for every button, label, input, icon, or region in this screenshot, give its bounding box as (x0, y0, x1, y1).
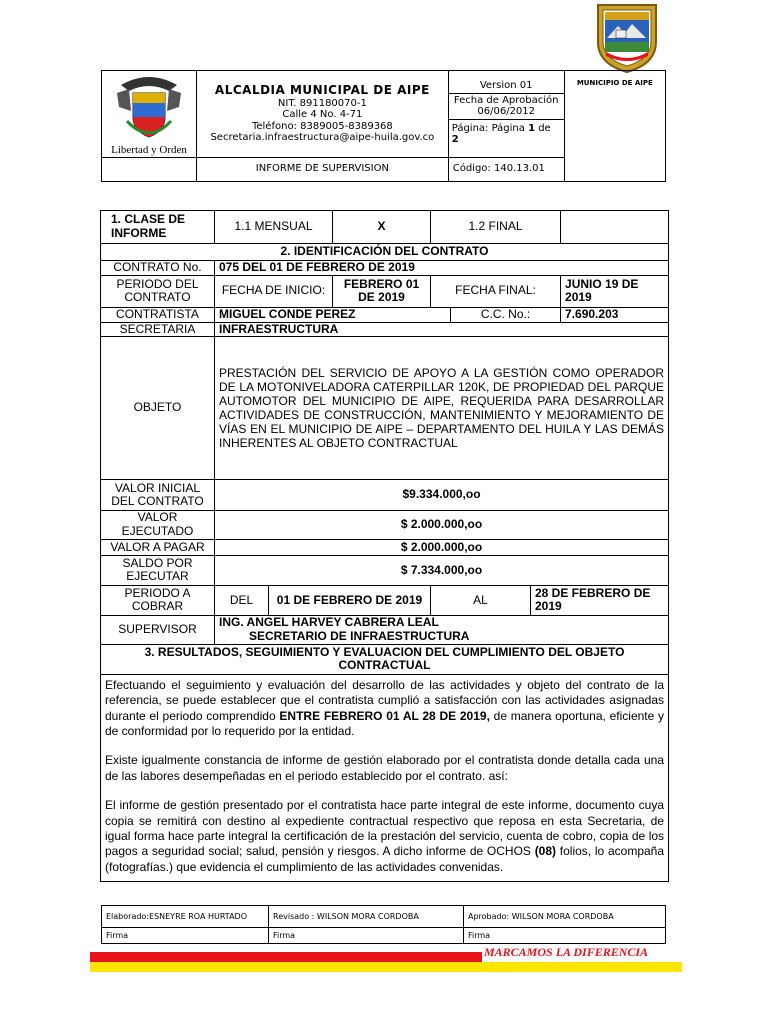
org-phone: Teléfono: 8389005-8389368 (251, 120, 393, 132)
doc-type: INFORME DE SUPERVISION (197, 157, 449, 181)
clase-label: 1. CLASE DE INFORME (101, 211, 215, 244)
valor-ejecutado-value: $ 2.000.000,oo (215, 511, 669, 540)
page-current: 1 (528, 122, 536, 134)
supervisor-value (215, 615, 669, 644)
del-label: DEL (215, 585, 269, 615)
periodo-label: PERIODO DEL CONTRATO (101, 275, 215, 307)
contrato-value: 075 DEL 01 DE FEBRERO DE 2019 (215, 261, 669, 276)
firma-revisado: Firma (269, 928, 464, 944)
saldo-label: SALDO POR EJECUTAR (101, 555, 215, 585)
results-body (101, 674, 669, 881)
report-table (100, 210, 669, 882)
aprobado-cell: Aprobado: WILSON MORA CORDOBA (464, 906, 666, 928)
elaborado-cell: Elaborado:ESNEYRE ROA HURTADO (102, 906, 269, 928)
contrato-label: CONTRATO No. (101, 261, 215, 276)
supervisor-title: SECRETARIO DE INFRAESTRUCTURA (249, 628, 470, 643)
org-address: Calle 4 No. 4-71 (282, 109, 363, 121)
p1-text-b: de manera oportuna, eficiente y de conformidad por lo requerido por la entidad. (105, 708, 665, 739)
approval-date: 06/06/2012 (477, 106, 536, 118)
municipality-label: MUNICIPIO DE AIPE (576, 79, 653, 87)
page-of: de (535, 122, 551, 134)
municipality-cell (564, 71, 665, 182)
valor-pagar-label: VALOR A PAGAR (101, 539, 215, 555)
p3-text-a: El informe de gestión presentado por el contratista hace parte integral de este informe, documento cuya copia se remitirá con destino al expediente contractual respectivo que reposa en esta Secretaria, de igual forma hace parte integral la certificación de la prestación del servicio, cuenta de cobro, copia de los pagos a seguridad social; salud, pensión y riesgos. A dicho informe de OCHOS (105, 798, 665, 859)
contratista-value: MIGUEL CONDE PEREZ (215, 307, 451, 322)
doc-meta-cell (448, 71, 564, 158)
cc-value: 7.690.203 (561, 307, 669, 322)
final-option: 1.2 FINAL (431, 211, 561, 244)
objeto-label: OBJETO (101, 337, 215, 480)
header-table (101, 70, 666, 182)
slogan: MARCAMOS LA DIFERENCIA (484, 945, 649, 959)
footer-red-stripe (90, 952, 482, 962)
al-value: 28 DE FEBRERO DE 2019 (531, 585, 669, 615)
org-name: ALCALDIA MUNICIPAL DE AIPE (214, 82, 430, 97)
fecha-final-label: FECHA FINAL: (431, 275, 561, 307)
cc-label: C.C. No.: (451, 307, 561, 322)
results-paragraph-1 (105, 678, 664, 739)
signatures-table (101, 905, 666, 944)
page-total: 2 (451, 134, 459, 146)
doc-page (449, 120, 564, 149)
firma-aprobado: Firma (464, 928, 666, 944)
approval-label: Fecha de Aprobación (453, 94, 559, 106)
valor-ejecutado-label: VALOR EJECUTADO (101, 511, 215, 540)
al-label: AL (431, 585, 531, 615)
saldo-value: $ 7.334.000,oo (215, 555, 669, 585)
periodo-cobrar-label: PERIODO A COBRAR (101, 585, 215, 615)
valor-inicial-label: VALOR INICIAL DEL CONTRATO (101, 480, 215, 511)
firma-elaborado: Firma (102, 928, 269, 944)
results-paragraph-3 (105, 798, 664, 875)
supervisor-name: ING. ANGEL HARVEY CABRERA LEAL (219, 615, 439, 630)
p1-text-a: Efectuando el seguimiento y evaluación del desarrollo de las actividades y objeto del contrato de la referencia, se puede establecer que el contratista cumplió a satisfacción con las actividades asignadas durante el periodo comprendido (105, 677, 665, 723)
doc-approval (449, 94, 564, 120)
doc-version: Version 01 (449, 79, 564, 94)
blank-cell (102, 157, 197, 181)
fecha-inicio-value: FEBRERO 01 DE 2019 (333, 275, 431, 307)
mensual-option: 1.1 MENSUAL (215, 211, 333, 244)
footer-yellow-stripe (90, 962, 682, 972)
objeto-value: PRESTACIÓN DEL SERVICIO DE APOYO A LA GESTIÓN COMO OPERADOR DE LA MOTONIVELADORA CATERPILLAR 120K, DE PROPIEDAD DEL PARQUE AUTOMOTOR DEL MUNICIPIO DE AIPE, REQUERIDA PARA DESARROLLAR ACTIVIDADES DE CONSTRUCCIÓN, MANTENIMIENTO Y MEJORAMIENTO DE VÍAS EN EL MUNICIPIO DE AIPE – DEPARTAMENTO DEL HUILA Y LAS DEMÁS INHERENTES AL OBJETO CONTRACTUAL (215, 337, 669, 480)
page-prefix: Página: Página (451, 122, 529, 134)
fecha-inicio-label: FECHA DE INICIO: (215, 275, 333, 307)
del-value: 01 DE FEBRERO DE 2019 (269, 585, 431, 615)
org-email: Secretaria.infraestructura@aipe-huila.gov.co (210, 132, 435, 144)
final-mark (561, 211, 669, 244)
p3-text-bold: (08) (534, 844, 557, 859)
section-2-title: 2. IDENTIFICACIÓN DEL CONTRATO (101, 244, 669, 261)
results-paragraph-2: Existe igualmente constancia de informe de gestión elaborado por el contratista donde detalla cada una de las labores desempeñadas en el periodo establecido por el contrato. así: (105, 753, 665, 783)
valor-inicial-value: $9.334.000,oo (215, 480, 669, 511)
org-info-cell (197, 71, 449, 158)
contratista-label: CONTRATISTA (101, 307, 215, 322)
org-nit: NIT. 891180070-1 (277, 97, 367, 109)
secretaria-label: SECRETARIA (101, 322, 215, 337)
mensual-mark: X (333, 211, 431, 244)
supervisor-label: SUPERVISOR (101, 615, 215, 644)
fecha-final-value: JUNIO 19 DE 2019 (561, 275, 669, 307)
municipality-shield-logo (594, 2, 660, 74)
coat-motto: Libertad y Orden (111, 144, 187, 156)
revisado-cell: Revisado : WILSON MORA CORDOBA (269, 906, 464, 928)
p1-text-bold: ENTRE FEBRERO 01 AL 28 DE 2019, (279, 708, 490, 723)
p3-text-b: folios, lo acompaña (fotografías.) que evidencia el cumplimiento de las actividades convenidas. (105, 844, 665, 874)
valor-pagar-value: $ 2.000.000,oo (215, 539, 669, 555)
doc-code: Código: 140.13.01 (448, 157, 564, 181)
coat-of-arms-cell (102, 71, 197, 158)
section-3-title: 3. RESULTADOS, SEGUIMIENTO Y EVALUACION DEL CUMPLIMIENTO DEL OBJETO CONTRACTUAL (101, 644, 669, 674)
secretaria-value: INFRAESTRUCTURA (215, 322, 669, 337)
